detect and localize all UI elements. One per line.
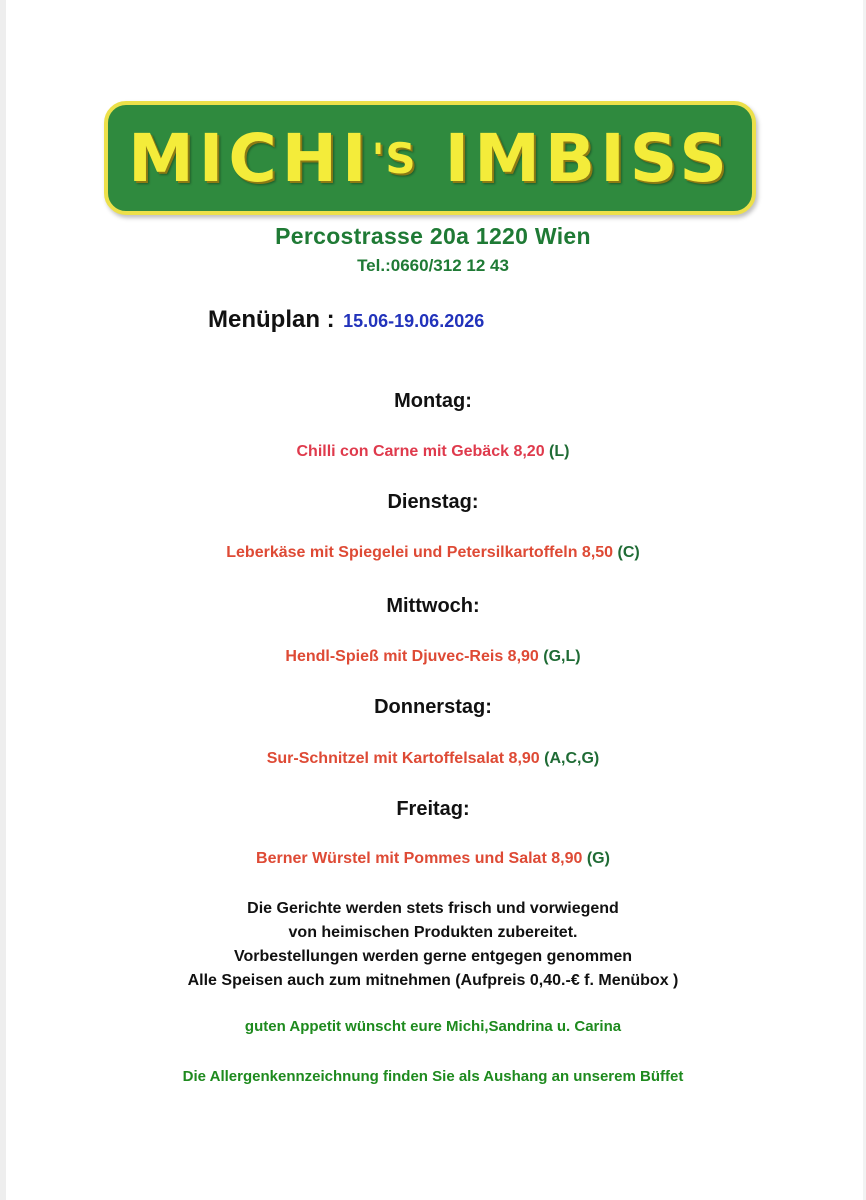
logo-text-first: MICHI (128, 119, 372, 197)
menuplan-date-range: 15.06-19.06.2026 (343, 311, 485, 331)
day-heading-wednesday: Mittwoch: (386, 595, 480, 617)
dish-name: Sur-Schnitzel mit Kartoffelsalat 8,90 (266, 750, 540, 767)
day-heading-thursday: Donnerstag: (374, 696, 492, 718)
allergen-note: Die Allergenkennzeichnung finden Sie als Aushang an unserem Büffet (182, 1068, 684, 1085)
dish-allergens: (G,L) (543, 648, 581, 665)
info-line: Die Gerichte werden stets frisch und vorwiegend (247, 900, 619, 917)
dish-monday (0, 443, 866, 461)
day-heading-monday: Montag: (394, 390, 472, 412)
dish-name: Leberkäse mit Spiegelei und Petersilkartoffeln 8,50 (226, 544, 614, 561)
dish-allergens: (L) (549, 443, 570, 460)
info-line: Vorbestellungen werden gerne entgegen genommen (234, 948, 632, 965)
dish-allergens: (C) (617, 544, 640, 561)
day-heading-friday: Freitag: (396, 798, 470, 820)
dish-thursday (0, 750, 866, 768)
dish-wednesday (0, 648, 866, 666)
menuplan-label: Menüplan : (208, 306, 335, 333)
info-line: Alle Speisen auch zum mitnehmen (Aufpreis 0,40.-€ f. Menübox ) (187, 972, 679, 989)
logo-text-apostrophe: 'S (371, 133, 417, 183)
dish-name: Chilli con Carne mit Gebäck 8,20 (296, 443, 545, 460)
logo-text (128, 120, 732, 197)
greeting: guten Appetit wünscht eure Michi,Sandrina u. Carina (244, 1018, 622, 1035)
dish-name: Berner Würstel mit Pommes und Salat 8,90 (256, 850, 583, 867)
day-heading-tuesday: Dienstag: (387, 491, 479, 513)
dish-tuesday (0, 544, 866, 562)
dish-allergens: (G) (586, 850, 610, 867)
logo-text-second: IMBISS (416, 119, 732, 197)
info-block (0, 897, 866, 993)
dish-allergens: (A,C,G) (544, 750, 600, 767)
menuplan-heading (208, 306, 484, 334)
address: Percostrasse 20a 1220 Wien (275, 223, 591, 249)
dish-name: Hendl-Spieß mit Djuvec-Reis 8,90 (285, 648, 539, 665)
info-line: von heimischen Produkten zubereitet. (288, 924, 578, 941)
phone-number: Tel.:0660/312 12 43 (357, 256, 509, 275)
logo-banner (104, 101, 756, 215)
dish-friday (0, 850, 866, 868)
